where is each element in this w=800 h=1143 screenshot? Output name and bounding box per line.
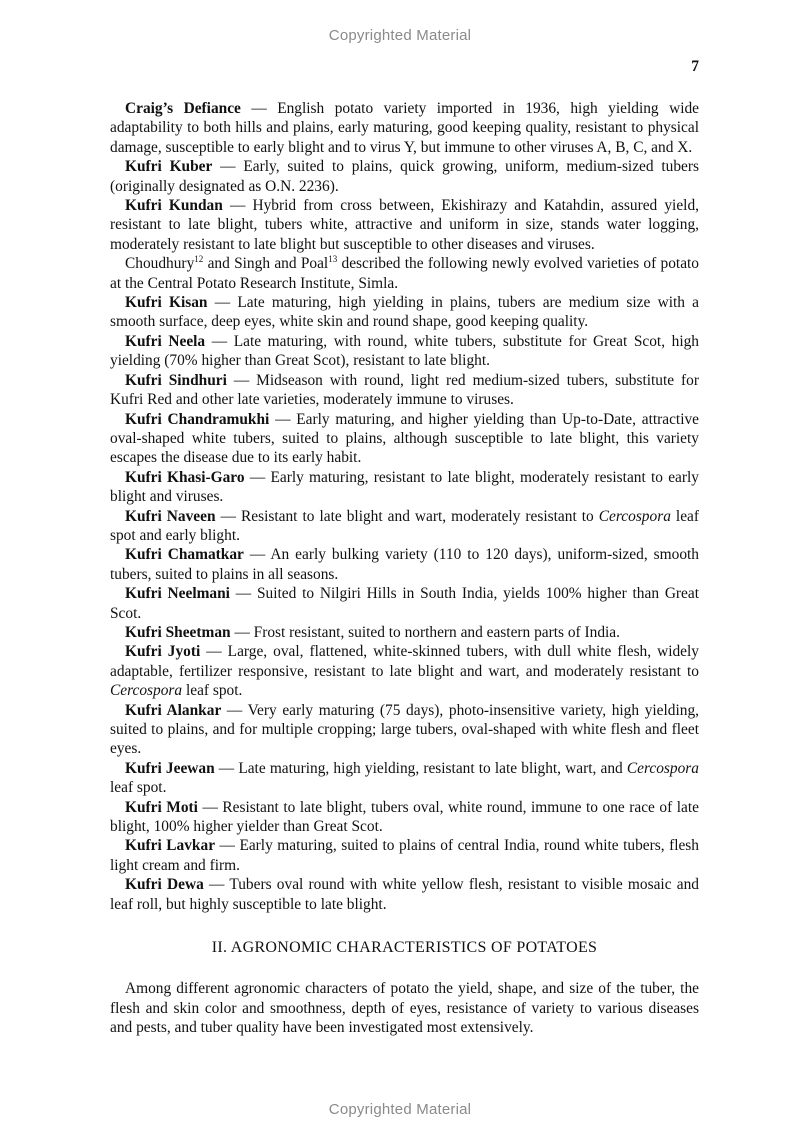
variety-entry — [110, 332, 699, 371]
variety-name: Kufri Sindhuri — [125, 371, 227, 389]
variety-name: Kufri Kuber — [125, 158, 213, 176]
intro-text-2: and Singh and Poal — [203, 255, 329, 273]
variety-name: Kufri Naveen — [125, 507, 216, 525]
variety-name: Kufri Kundan — [125, 197, 223, 215]
variety-list-part-1 — [110, 99, 699, 254]
intro-paragraph — [110, 254, 699, 293]
variety-name: Kufri Kisan — [125, 294, 208, 312]
citation-ref: 12 — [194, 254, 204, 265]
variety-entry — [110, 701, 699, 759]
variety-entry — [110, 196, 699, 254]
variety-description: — Early maturing, suited to plains of central India, round white tubers, flesh light cream and firm. — [110, 837, 699, 874]
body-text — [110, 99, 699, 1038]
variety-name: Kufri Lavkar — [125, 837, 216, 855]
variety-entry — [110, 642, 699, 700]
variety-description: — Resistant to late blight and wart, moderately resistant to Cercospora leaf spot and early blight. — [110, 507, 699, 544]
variety-description: — Late maturing, high yielding in plains, tubers are medium size with a smooth surface, deep eyes, white skin and round shape, good keeping quality. — [110, 294, 699, 331]
variety-entry — [110, 507, 699, 546]
intro-text-1: Choudhury — [125, 255, 195, 273]
variety-description: — Early maturing, resistant to late blight, moderately resistant to early blight and viruses. — [110, 468, 699, 506]
variety-description: — Late maturing, with round, white tubers, substitute for Great Scot, high yielding (70% higher than Great Scot), resistant to late blight. — [110, 332, 700, 370]
variety-description: — Large, oval, flattened, white-skinned tubers, with dull white flesh, widely adaptable, fertilizer responsive, resistant to late blight and wart, and moderately resistant to Cercospora leaf spot. — [110, 643, 699, 700]
variety-entry — [110, 410, 699, 468]
variety-description: — Frost resistant, suited to northern and eastern parts of India. — [230, 623, 620, 641]
variety-description: — Hybrid from cross between, Ekishirazy and Katahdin, assured yield, resistant to late blight, tubers white, attractive and uniform in size, stands water logging, moderately resistant to late blight but susceptible to other diseases and viruses. — [110, 197, 699, 253]
genus-name: Cercospora — [598, 507, 671, 525]
variety-description: — Very early maturing (75 days), photo-insensitive variety, high yielding, suited to plains, and for multiple cropping; large tubers, oval-shaped with white flesh and fleet eyes. — [110, 701, 699, 758]
variety-entry — [110, 545, 699, 584]
variety-name: Kufri Dewa — [125, 876, 204, 894]
variety-entry — [110, 468, 699, 507]
variety-description: — Midseason with round, light red medium-sized tubers, substitute for Kufri Red and other late varieties, moderately immune to viruses. — [110, 371, 699, 409]
variety-description: — Early, suited to plains, quick growing, uniform, medium-sized tubers (originally designated as O.N. 2236). — [110, 158, 699, 195]
variety-entry — [110, 798, 699, 837]
variety-name: Kufri Sheetman — [125, 623, 231, 641]
genus-name: Cercospora — [626, 759, 699, 777]
citation-ref: 13 — [328, 254, 338, 265]
variety-entry — [110, 371, 699, 410]
variety-name: Kufri Jyoti — [125, 643, 201, 661]
variety-name: Kufri Moti — [125, 798, 198, 816]
variety-entry — [110, 584, 699, 623]
variety-name: Kufri Jeewan — [125, 759, 215, 777]
variety-entry — [110, 836, 699, 875]
variety-entry — [110, 99, 699, 157]
page-number: 7 — [691, 58, 699, 75]
variety-description: — An early bulking variety (110 to 120 days), uniform-sized, smooth tubers, suited to plains in all seasons. — [110, 546, 699, 583]
variety-name: Kufri Khasi-Garo — [125, 468, 245, 486]
genus-name: Cercospora — [110, 682, 183, 700]
variety-name: Kufri Neela — [125, 332, 206, 350]
variety-description: — Early maturing, and higher yielding than Up-to-Date, attractive oval-shaped white tubers, suited to plains, although susceptible to late blight, this variety escapes the disease due to its early habit. — [110, 410, 700, 467]
variety-entry — [110, 623, 699, 642]
variety-entry — [110, 759, 699, 798]
variety-list-part-2 — [110, 293, 699, 914]
variety-name: Kufri Neelmani — [125, 585, 230, 603]
variety-entry — [110, 875, 699, 914]
intro-text-3: described the following newly evolved varieties of potato at the Central Potato Research Institute, Simla. — [110, 255, 699, 292]
variety-entry — [110, 157, 699, 196]
variety-name: Kufri Alankar — [125, 701, 222, 719]
copyright-banner-top: Copyrighted Material — [328, 27, 472, 44]
variety-description: — Late maturing, high yielding, resistant to late blight, wart, and Cercospora leaf spot. — [110, 759, 699, 797]
closing-paragraph: Among different agronomic characters of potato the yield, shape, and size of the tuber, the flesh and skin color and smoothness, depth of eyes, resistance of variety to various diseases and pests, and tuber quality have been investigated most extensively. — [110, 980, 699, 1037]
variety-description: — Tubers oval round with white yellow flesh, resistant to visible mosaic and leaf roll, but highly susceptible to late blight. — [110, 876, 699, 913]
variety-name: Craig’s Defiance — [125, 100, 241, 117]
variety-description: — English potato variety imported in 1936, high yielding wide adaptability to both hills and plains, early maturing, good keeping quality, resistant to physical damage, susceptible to early blight and to virus Y, but immune to other viruses A, B, C, and X. — [110, 100, 699, 156]
section-heading: II. AGRONOMIC CHARACTERISTICS OF POTATOES — [211, 939, 598, 957]
variety-name: Kufri Chamatkar — [125, 546, 244, 564]
variety-description: — Resistant to late blight, tubers oval, white round, immune to one race of late blight, 100% higher yielder than Great Scot. — [110, 798, 699, 836]
variety-name: Kufri Chandramukhi — [125, 410, 270, 428]
copyright-banner-bottom: Copyrighted Material — [328, 1101, 472, 1118]
variety-entry — [110, 293, 699, 332]
variety-description: — Suited to Nilgiri Hills in South India, yields 100% higher than Great Scot. — [110, 585, 699, 622]
